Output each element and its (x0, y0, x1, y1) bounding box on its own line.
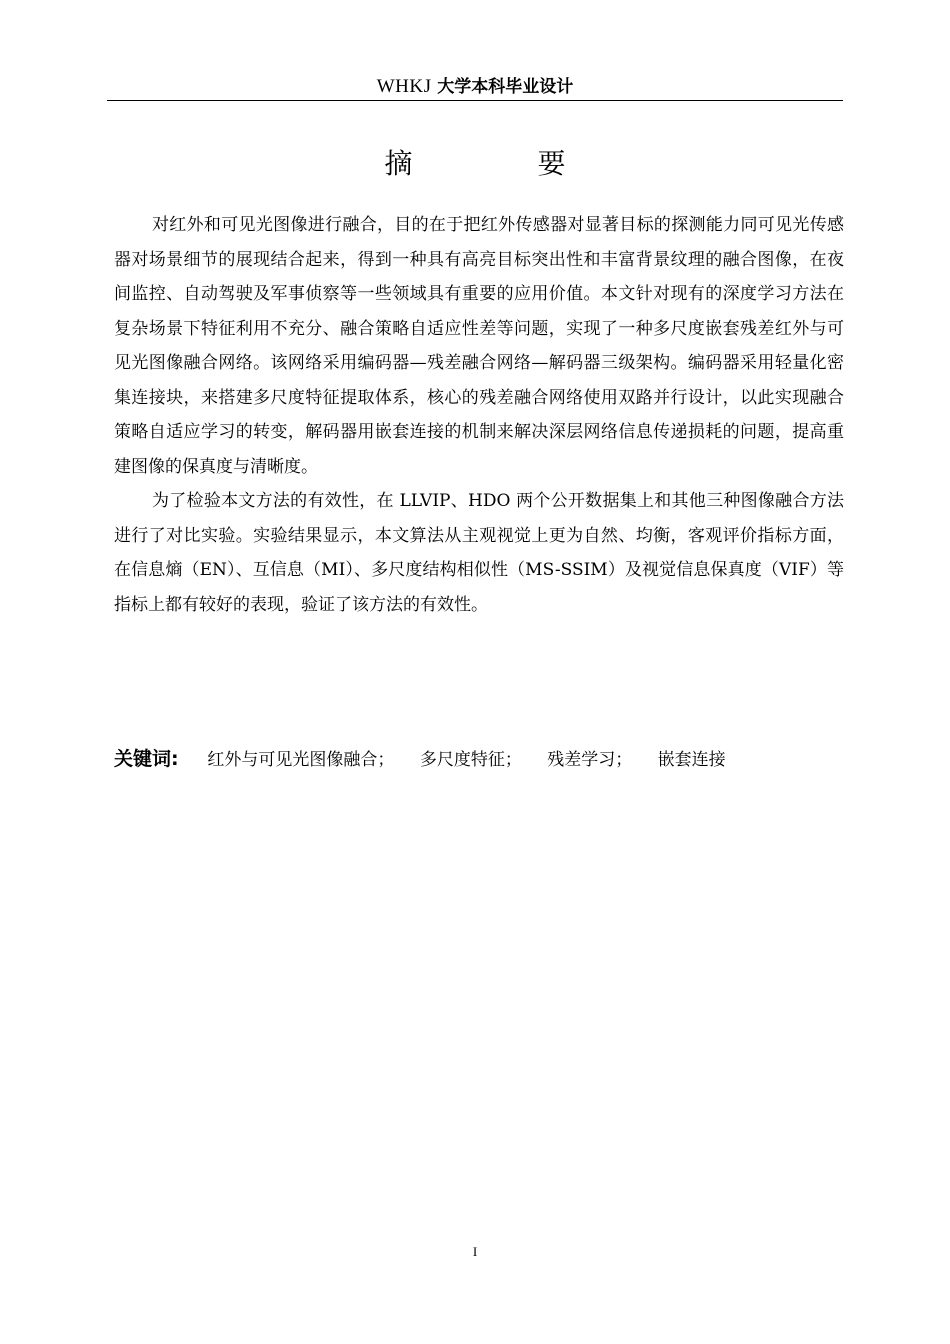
running-header (107, 74, 843, 100)
header-thesis-type: 大学本科毕业设计 (437, 77, 574, 97)
header-university-code: WHKJ (376, 76, 432, 97)
keywords-label: 关键词: (114, 748, 179, 770)
keyword-item: 红外与可见光图像融合； (207, 750, 395, 770)
keyword-item: 多尺度特征； (419, 750, 522, 770)
abstract-paragraph-1: 对红外和可见光图像进行融合，目的在于把红外传感器对显著目标的探测能力同可见光传感器对场景细节的展现结合起来，得到一种具有高亮目标突出性和丰富背景纹理的融合图像，在夜间监控、自动驾驶及军事侦察等一些领域具有重要的应用价值。本文针对现有的深度学习方法在复杂场景下特征利用不充分、融合策略自适应性差等问题，实现了一种多尺度嵌套残差红外与可见光图像融合网络。该网络采用编码器—残差融合网络—解码器三级架构。编码器采用轻量化密集连接块，来搭建多尺度特征提取体系，核心的残差融合网络使用双路并行设计，以此实现融合策略自适应学习的转变，解码器用嵌套连接的机制来解决深层网络信息传递损耗的问题，提高重建图像的保真度与清晰度。 (114, 215, 844, 477)
keywords-line (114, 742, 844, 777)
abstract-title: 摘 要 (384, 147, 624, 180)
page-number: I (472, 1244, 478, 1259)
header-divider (107, 100, 843, 101)
keyword-item: 嵌套连接 (657, 750, 726, 770)
abstract-body (114, 208, 844, 622)
abstract-paragraph-2: 为了检验本文方法的有效性，在 LLVIP、HDO 两个公开数据集上和其他三种图像融合方法进行了对比实验。实验结果显示，本文算法从主观视觉上更为自然、均衡，客观评价指标方面，在信息熵（EN）、互信息（MI）、多尺度结构相似性（MS-SSIM）及视觉信息保真度（VIF）等指标上都有较好的表现，验证了该方法的有效性。 (114, 491, 844, 615)
keyword-item: 残差学习； (547, 750, 633, 770)
